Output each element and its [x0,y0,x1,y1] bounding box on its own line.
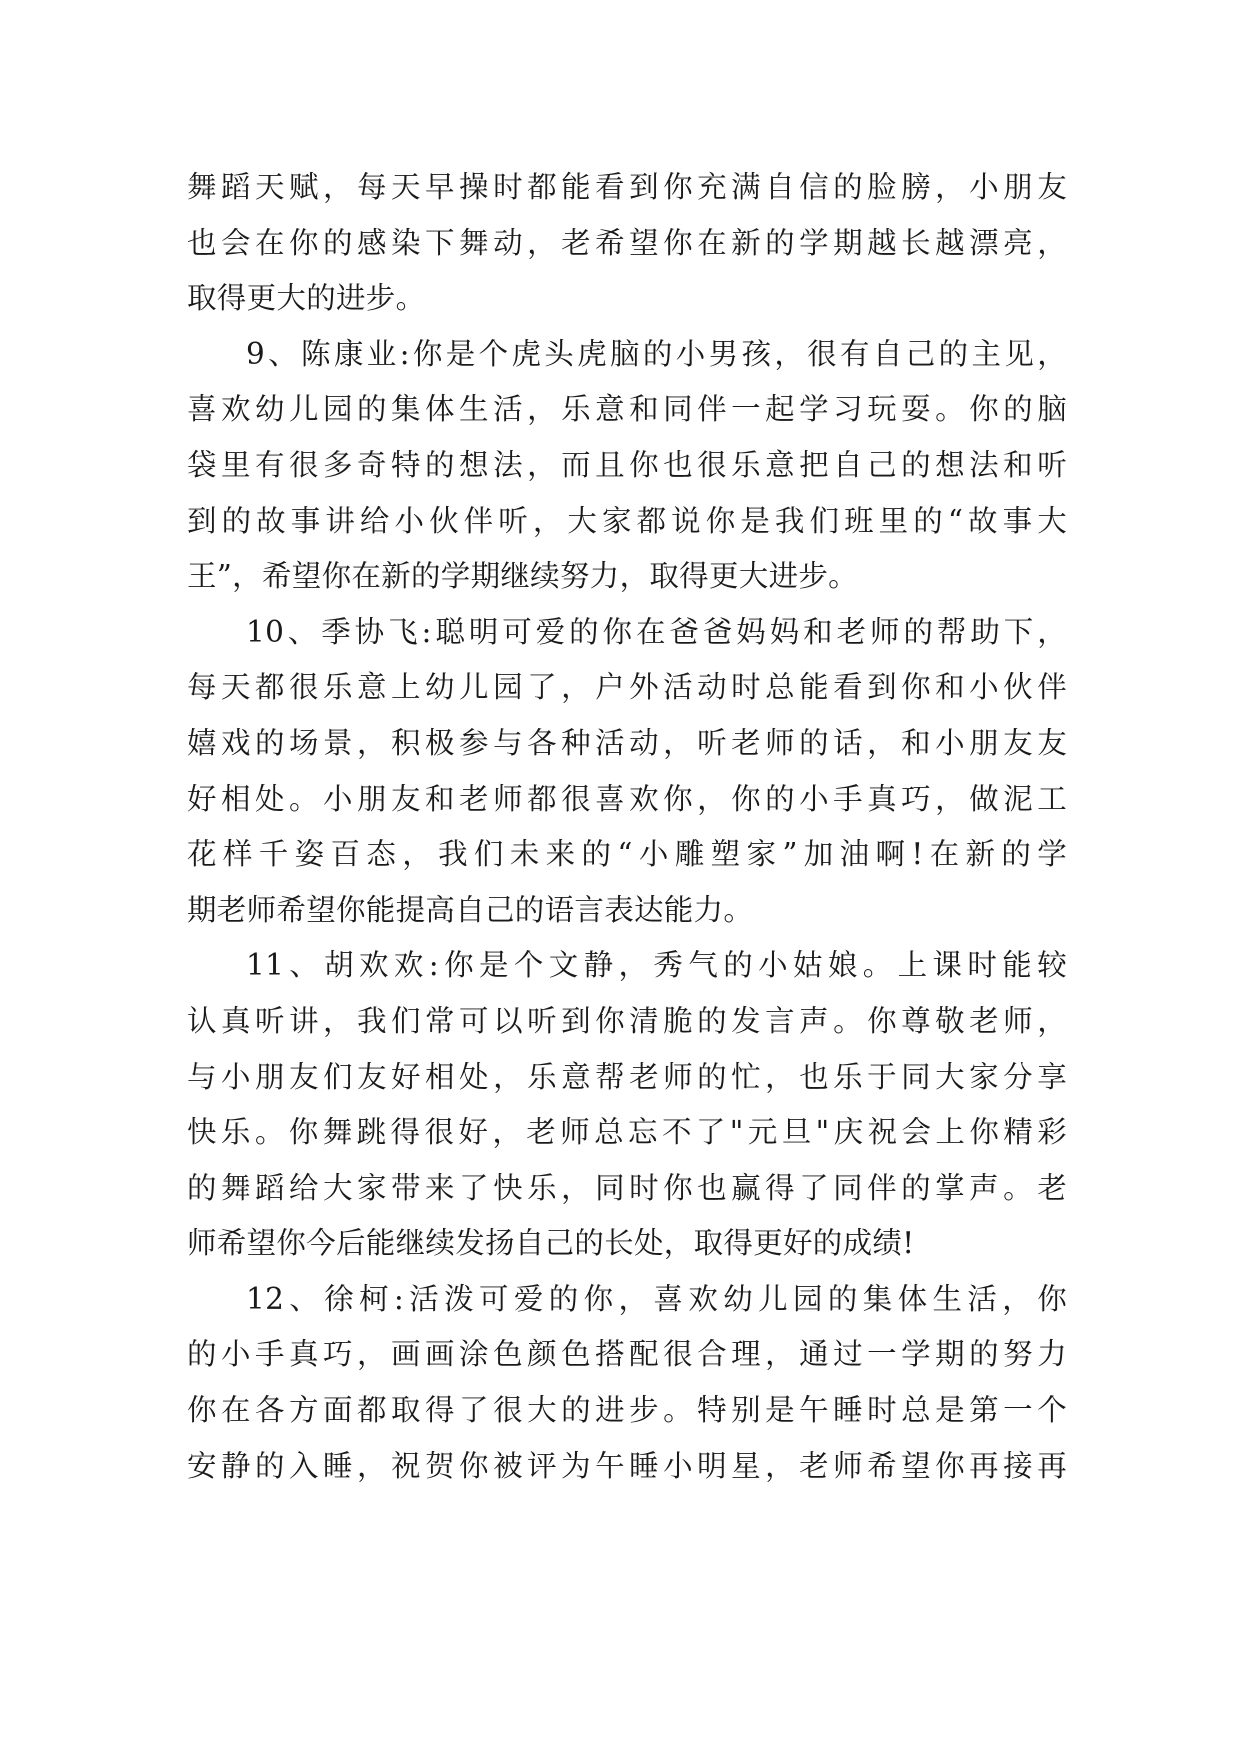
text-line: 花样千姿百态，我们未来的“小雕塑家”加油啊!在新的学 [187,837,1067,872]
paragraph-continuation [187,160,1067,327]
text-line: 嬉戏的场景，积极参与各种活动，听老师的话，和小朋友友 [187,725,1067,760]
paragraph-item-12 [187,1272,1067,1494]
text-line: 好相处。小朋友和老师都很喜欢你，你的小手真巧，做泥工 [187,781,1067,816]
text-line: 与小朋友们友好相处，乐意帮老师的忙，也乐于同大家分享 [187,1059,1067,1094]
text-line: 9、陈康业:你是个虎头虎脑的小男孩，很有自己的主见， [246,336,1067,371]
text-line: 你在各方面都取得了很大的进步。特别是午睡时总是第一个 [187,1393,1067,1428]
text-line: 10、季协飞:聪明可爱的你在爸爸妈妈和老师的帮助下， [246,614,1067,649]
text-line: 的小手真巧，画画涂色颜色搭配很合理，通过一学期的努力 [187,1337,1067,1372]
text-line: 袋里有很多奇特的想法，而且你也很乐意把自己的想法和听 [187,447,1067,482]
text-line: 取得更大的进步。 [187,281,426,316]
paragraph-item-9 [187,327,1067,605]
text-line: 期老师希望你能提高自己的语言表达能力。 [187,892,754,927]
text-line: 安静的入睡，祝贺你被评为午睡小明星，老师希望你再接再 [187,1448,1067,1483]
text-line: 舞蹈天赋，每天早操时都能看到你充满自信的脸膀，小朋友 [187,170,1067,204]
text-line: 王”，希望你在新的学期继续努力，取得更大进步。 [187,559,858,594]
text-line: 喜欢幼儿园的集体生活，乐意和同伴一起学习玩耍。你的脑 [187,392,1067,427]
text-line: 也会在你的感染下舞动，老希望你在新的学期越长越漂亮， [187,225,1067,260]
body-text [187,160,1067,1494]
text-line: 的舞蹈给大家带来了快乐，同时你也赢得了同伴的掌声。老 [187,1170,1067,1205]
paragraph-item-10 [187,605,1067,939]
text-line: 认真听讲，我们常可以听到你清脆的发言声。你尊敬老师， [187,1003,1067,1038]
text-line: 每天都很乐意上幼儿园了，户外活动时总能看到你和小伙伴 [187,670,1067,705]
text-line: 11、胡欢欢:你是个文静，秀气的小姑娘。上课时能较 [246,948,1067,983]
paragraph-item-11 [187,938,1067,1272]
text-line: 12、徐柯:活泼可爱的你，喜欢幼儿园的集体生活，你 [246,1281,1067,1316]
text-line: 师希望你今后能继续发扬自己的长处，取得更好的成绩! [187,1226,915,1261]
text-line: 快乐。你舞跳得很好，老师总忘不了"元旦"庆祝会上你精彩 [187,1115,1067,1150]
text-line: 到的故事讲给小伙伴听，大家都说你是我们班里的“故事大 [187,503,1067,538]
